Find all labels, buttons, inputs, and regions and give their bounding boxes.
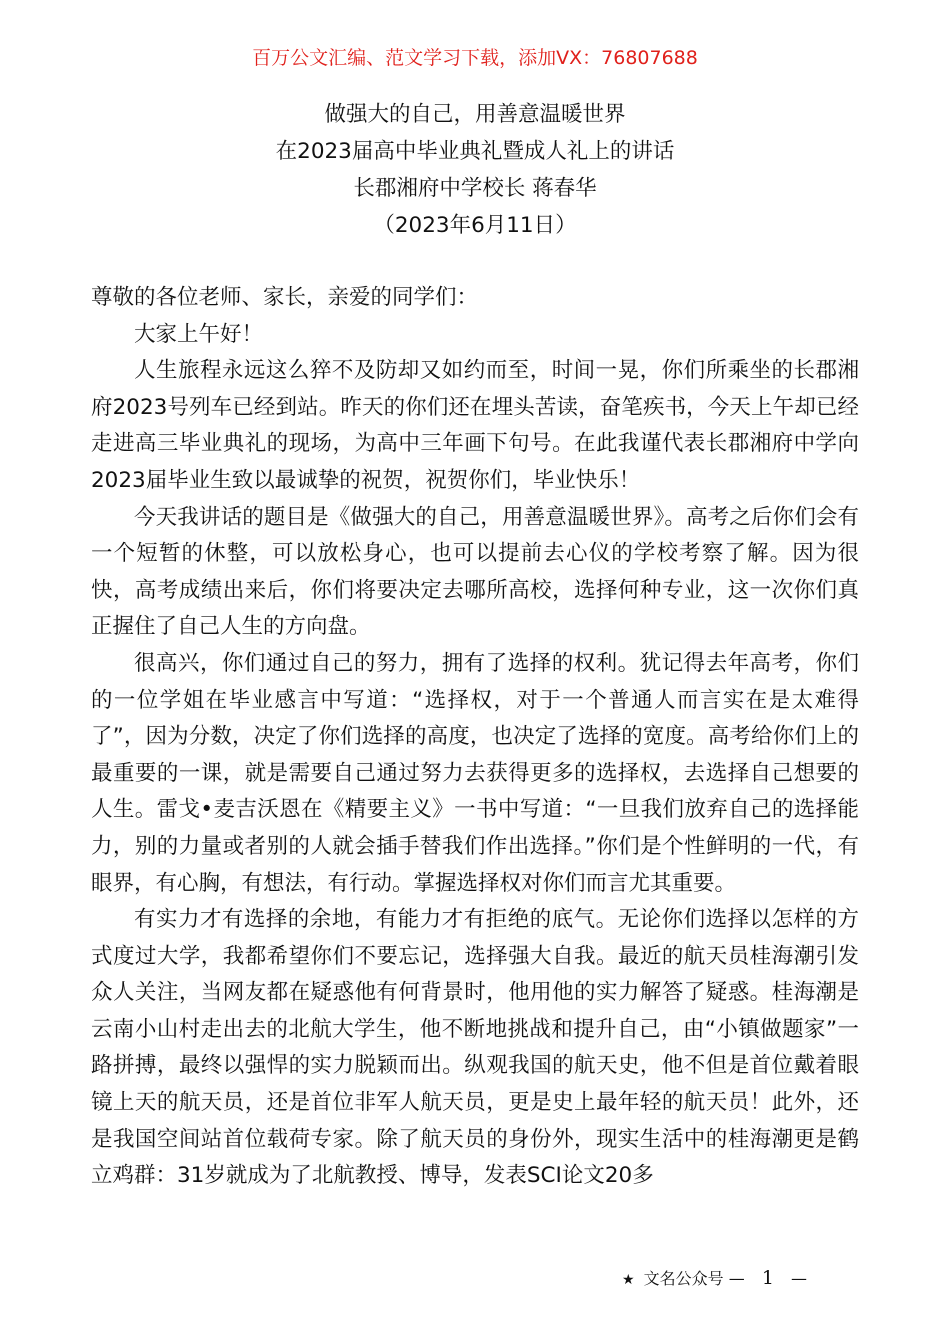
title-block — [0, 96, 950, 244]
speech-body — [91, 280, 859, 1195]
speech-title: 做强大的自己，用善意温暖世界 — [324, 102, 626, 127]
star-icon: ★ — [622, 1272, 635, 1288]
paragraph: 大家上午好！ — [134, 321, 264, 347]
page-footer — [622, 1266, 807, 1292]
paragraph: 人生旅程永远这么猝不及防却又如约而至，时间一晃，你们所乘坐的长郡湘府2023号列车已经到站。昨天的你们还在埋头苦读，奋笔疾书，今天上午却已经走进高三毕业典礼的现场，为高中三年画下句号。在此我谨代表长郡湘府中学向2023届毕业生致以最诚挚的祝贺，祝贺你们，毕业快乐！ — [91, 358, 859, 493]
paragraph: 有实力才有选择的余地，有能力才有拒绝的底气。无论你们选择以怎样的方式度过大学，我都希望你们不要忘记，选择强大自我。最近的航天员桂海潮引发众人关注，当网友都在疑惑他有何背景时，他用他的实力解答了疑惑。桂海潮是云南小山村走出去的北航大学生，他不断地挑战和提升自己，由“小镇做题家”一路拼搏，最终以强悍的实力脱颖而出。纵观我国的航天史，他不但是首位戴着眼镜上天的航天员，还是首位非军人航天员，更是史上最年轻的航天员！此外，还是我国空间站首位载荷专家。除了航天员的身份外，现实生活中的桂海潮更是鹤立鸡群：31岁就成为了北航教授、博导，发表SCI论文20多 — [91, 907, 859, 1189]
footer-dash-left: — — [728, 1269, 745, 1288]
footer-label: 文名公众号 — [643, 1269, 724, 1288]
paragraph: 很高兴，你们通过自己的努力，拥有了选择的权利。犹记得去年高考，你们的一位学姐在毕业感言中写道：“选择权，对于一个普通人而言实在是太难得了”，因为分数，决定了你们选择的高度，也决定了选择的宽度。高考给你们上的最重要的一课，就是需要自己通过努力去获得更多的选择权，去选择自己想要的人生。雷戈•麦吉沃恩在《精要主义》一书中写道：“一旦我们放弃自己的选择能力，别的力量或者别的人就会插手替我们作出选择。”你们是个性鲜明的一代，有眼界，有心胸，有想法，有行动。掌握选择权对你们而言尤其重要。 — [91, 650, 859, 896]
page-number: 1 — [761, 1267, 774, 1289]
speech-occasion: 在2023届高中毕业典礼暨成人礼上的讲话 — [275, 139, 675, 164]
paragraph: 今天我讲话的题目是《做强大的自己，用善意温暖世界》。高考之后你们会有一个短暂的休整，可以放松身心，也可以提前去心仪的学校考察了解。因为很快，高考成绩出来后，你们将要决定去哪所高校，选择何种专业，这一次你们真正握住了自己人生的方向盘。 — [91, 504, 859, 640]
speaker-line: 长郡湘府中学校长 蒋春华 — [353, 176, 597, 201]
salutation: 尊敬的各位老师、家长，亲爱的同学们： — [91, 285, 479, 310]
footer-dash-right: — — [791, 1269, 808, 1288]
speech-date: （2023年6月11日） — [373, 213, 577, 238]
promo-header: 百万公文汇编、范文学习下载，添加VX：76807688 — [252, 47, 698, 69]
